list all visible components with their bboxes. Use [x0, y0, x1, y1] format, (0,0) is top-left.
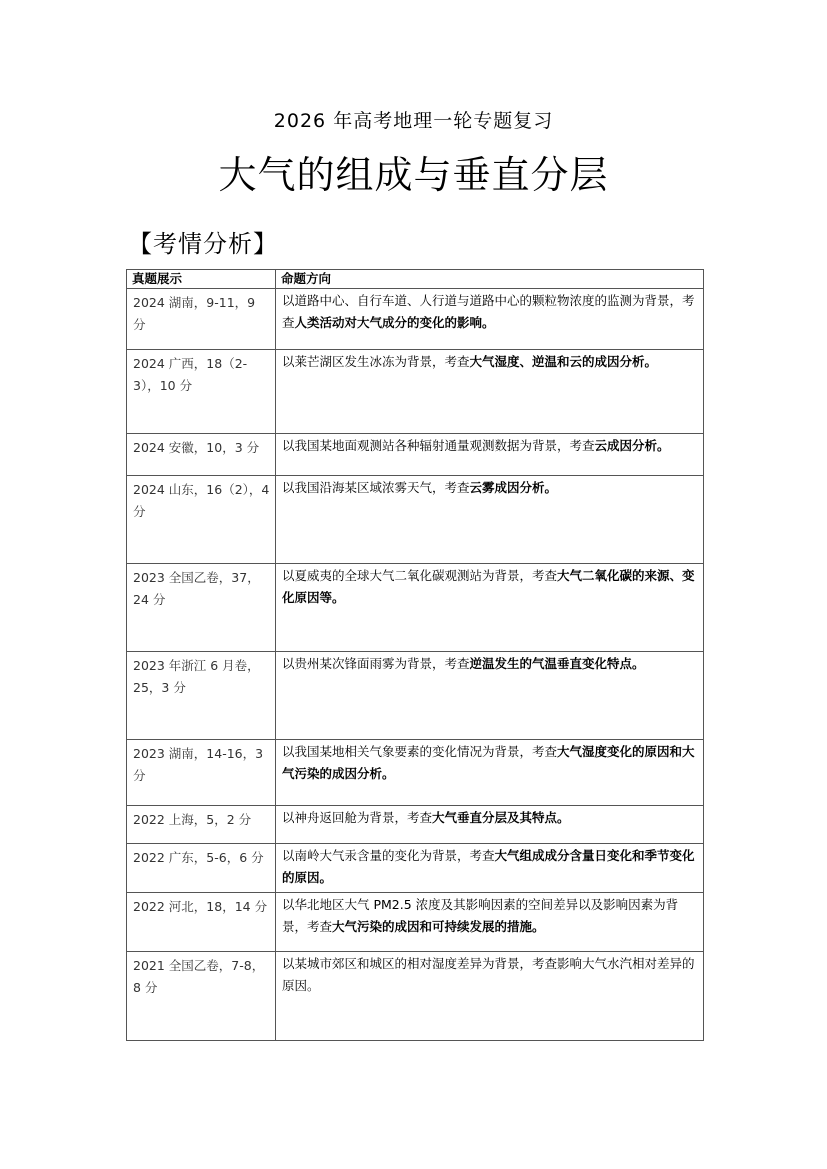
direction-cell: 以神舟返回舱为背景，考查大气垂直分层及其特点。	[276, 806, 704, 844]
table-row	[127, 740, 704, 806]
exam-cell: 2023 湖南，14-16，3 分	[127, 740, 276, 806]
direction-cell: 以某城市郊区和城区的相对湿度差异为背景，考查影响大气水汽相对差异的原因。	[276, 952, 704, 1041]
table-row	[127, 893, 704, 952]
exam-cell: 2023 年浙江 6 月卷，25，3 分	[127, 652, 276, 740]
document-title: 大气的组成与垂直分层	[218, 153, 609, 197]
column-header-exam: 真题展示	[127, 270, 276, 289]
direction-cell: 以华北地区大气 PM2.5 浓度及其影响因素的空间差异以及影响因素为背景，考查大气污染的成因和可持续发展的措施。	[276, 893, 704, 952]
exam-cell: 2024 山东，16（2），4 分	[127, 476, 276, 564]
section-heading: 【考情分析】	[128, 230, 278, 258]
direction-cell: 以南岭大气汞含量的变化为背景，考查大气组成成分含量日变化和季节变化的原因。	[276, 844, 704, 893]
table-header-row	[127, 270, 704, 289]
table-row	[127, 952, 704, 1041]
table-row	[127, 476, 704, 564]
column-header-direction: 命题方向	[276, 270, 704, 289]
exam-cell: 2022 河北，18，14 分	[127, 893, 276, 952]
exam-cell: 2024 湖南，9-11，9 分	[127, 289, 276, 350]
direction-cell: 以我国某地面观测站各种辐射通量观测数据为背景，考查云成因分析。	[276, 434, 704, 476]
direction-cell: 以夏威夷的全球大气二氧化碳观测站为背景，考查大气二氧化碳的来源、变化原因等。	[276, 564, 704, 652]
table-row	[127, 844, 704, 893]
exam-cell: 2024 安徽，10，3 分	[127, 434, 276, 476]
document-subtitle: 2026 年高考地理一轮专题复习	[273, 110, 554, 132]
table-row	[127, 350, 704, 434]
table-row	[127, 652, 704, 740]
exam-cell: 2023 全国乙卷，37，24 分	[127, 564, 276, 652]
exam-cell: 2022 广东，5-6，6 分	[127, 844, 276, 893]
direction-cell: 以我国沿海某区域浓雾天气，考查云雾成因分析。	[276, 476, 704, 564]
direction-cell: 以道路中心、自行车道、人行道与道路中心的颗粒物浓度的监测为背景，考查人类活动对大气成分的变化的影响。	[276, 289, 704, 350]
table-row	[127, 289, 704, 350]
exam-analysis-table	[126, 269, 704, 1041]
exam-cell: 2022 上海，5，2 分	[127, 806, 276, 844]
table-row	[127, 564, 704, 652]
direction-cell: 以莱芒湖区发生冰冻为背景，考查大气湿度、逆温和云的成因分析。	[276, 350, 704, 434]
direction-cell: 以贵州某次锋面雨雾为背景，考查逆温发生的气温垂直变化特点。	[276, 652, 704, 740]
table-row	[127, 806, 704, 844]
exam-cell: 2021 全国乙卷，7-8，8 分	[127, 952, 276, 1041]
exam-cell: 2024 广西，18（2-3），10 分	[127, 350, 276, 434]
direction-cell: 以我国某地相关气象要素的变化情况为背景，考查大气湿度变化的原因和大气污染的成因分析。	[276, 740, 704, 806]
table-row	[127, 434, 704, 476]
